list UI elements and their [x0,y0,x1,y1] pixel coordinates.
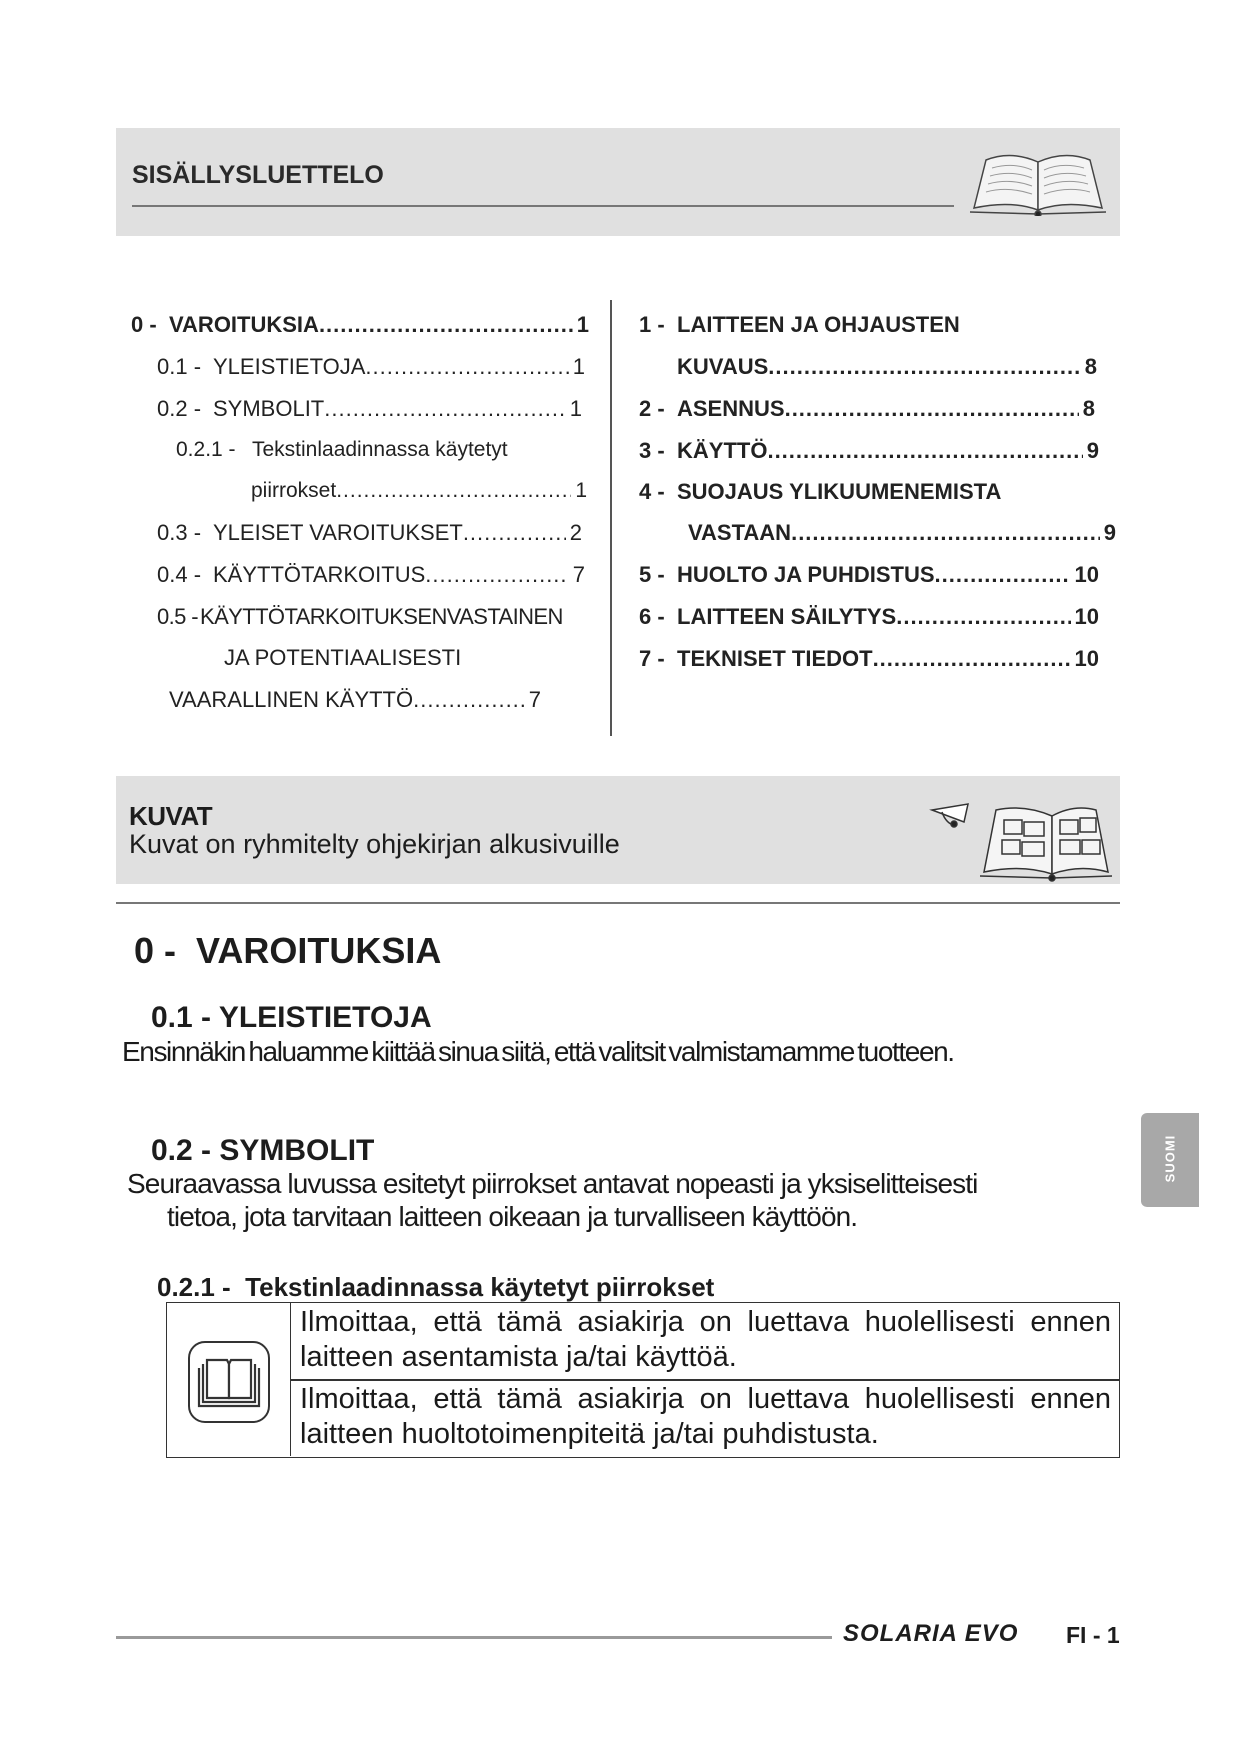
toc-item[interactable]: 6 - LAITTEEN SÄILYTYS ..... 10 [639,604,1099,630]
section-text-yleistietoja: Ensinnäkin haluamme kiittää sinua siitä, että valitsit valmistamamme tuotteen. [122,1036,954,1067]
symbols-table [166,1302,1120,1458]
toc-column-divider [610,300,612,736]
toc-item[interactable]: 7 - TEKNISET TIEDOT ..... 10 [639,646,1099,672]
symbol-cell [167,1303,291,1456]
section-title-varoituksia: 0 - VAROITUKSIA [134,930,442,971]
language-tab-label: SUOMI [1162,1134,1178,1183]
kuvat-title: KUVAT [129,801,213,831]
toc-item[interactable]: piirrokset ..... 1 [251,479,587,503]
toc-item[interactable]: 0.2 - SYMBOLIT ..... 1 [157,396,582,422]
manual-book-icon [187,1340,271,1424]
section-title-yleistietoja: 0.1 - YLEISTIETOJA [151,1001,432,1034]
toc-item[interactable]: 5 - HUOLTO JA PUHDISTUS ..... 10 [639,562,1099,588]
symbol-description-2: Ilmoittaa, että tämä asiakirja on luettava huolellisesti ennen laitteen huoltotoimenpiteitä ja/tai puhdistusta. [300,1383,1111,1450]
toc-item[interactable]: 0.3 - YLEISET VAROITUKSET ..... 2 [157,520,582,546]
toc-item[interactable]: 2 - ASENNUS ..... 8 [639,396,1095,422]
footer-rule [116,1636,832,1639]
toc-item[interactable]: 0.1 - YLEISTIETOJA ..... 1 [157,354,585,380]
footer-page-number: FI - 1 [1066,1622,1120,1648]
kuvat-text: Kuvat on ryhmitelty ohjekirjan alkusivuille [129,829,620,859]
open-book-icon [966,140,1114,216]
section-title-piirrokset: 0.2.1 - Tekstinlaadinnassa käytetyt piirrokset [157,1272,715,1302]
toc-item[interactable]: 3 - KÄYTTÖ ..... 9 [639,438,1099,464]
toc-item[interactable]: VAARALLINEN KÄYTTÖ ..... 7 [169,687,541,713]
toc-item[interactable]: 0.4 - KÄYTTÖTARKOITUS ..... 7 [157,562,585,588]
toc-item[interactable]: VASTAAN ..... 9 [688,520,1116,546]
toc-item[interactable]: KUVAUS ..... 8 [677,354,1097,380]
symbol-description-1: Ilmoittaa, että tämä asiakirja on luettava huolellisesti ennen laitteen asentamista ja/tai käyttöä. [300,1306,1111,1373]
toc-item[interactable]: 0 - VAROITUKSIA ..... 1 [131,312,589,338]
toc-item[interactable]: 0.2.1 - Tekstinlaadinnassa käytetyt [176,438,508,461]
section-text-symbolit-line2: tietoa, jota tarvitaan laitteen oikeaan ja turvalliseen käyttöön. [167,1201,858,1232]
toc-item[interactable]: 0.5 - KÄYTTÖTARKOITUKSENVASTAINEN [157,604,563,629]
footer-product-name: SOLARIA EVO [843,1620,1019,1647]
toc-title: SISÄLLYSLUETTELO [132,161,384,189]
row-divider [291,1379,1119,1381]
section-title-symbolit: 0.2 - SYMBOLIT [151,1134,375,1167]
toc-item[interactable]: JA POTENTIAALISESTI [224,645,462,670]
book-illustrations-icon [924,796,1116,882]
language-tab[interactable] [1141,1113,1199,1207]
toc-title-underline [132,205,954,207]
section-text-symbolit-line1: Seuraavassa luvussa esitetyt piirrokset antavat nopeasti ja yksiselitteisesti [127,1168,978,1199]
toc-item[interactable]: 4 - SUOJAUS YLIKUUMENEMISTA [639,479,1002,504]
toc-item[interactable]: 1 - LAITTEEN JA OHJAUSTEN [639,312,960,337]
section-divider [116,902,1120,904]
